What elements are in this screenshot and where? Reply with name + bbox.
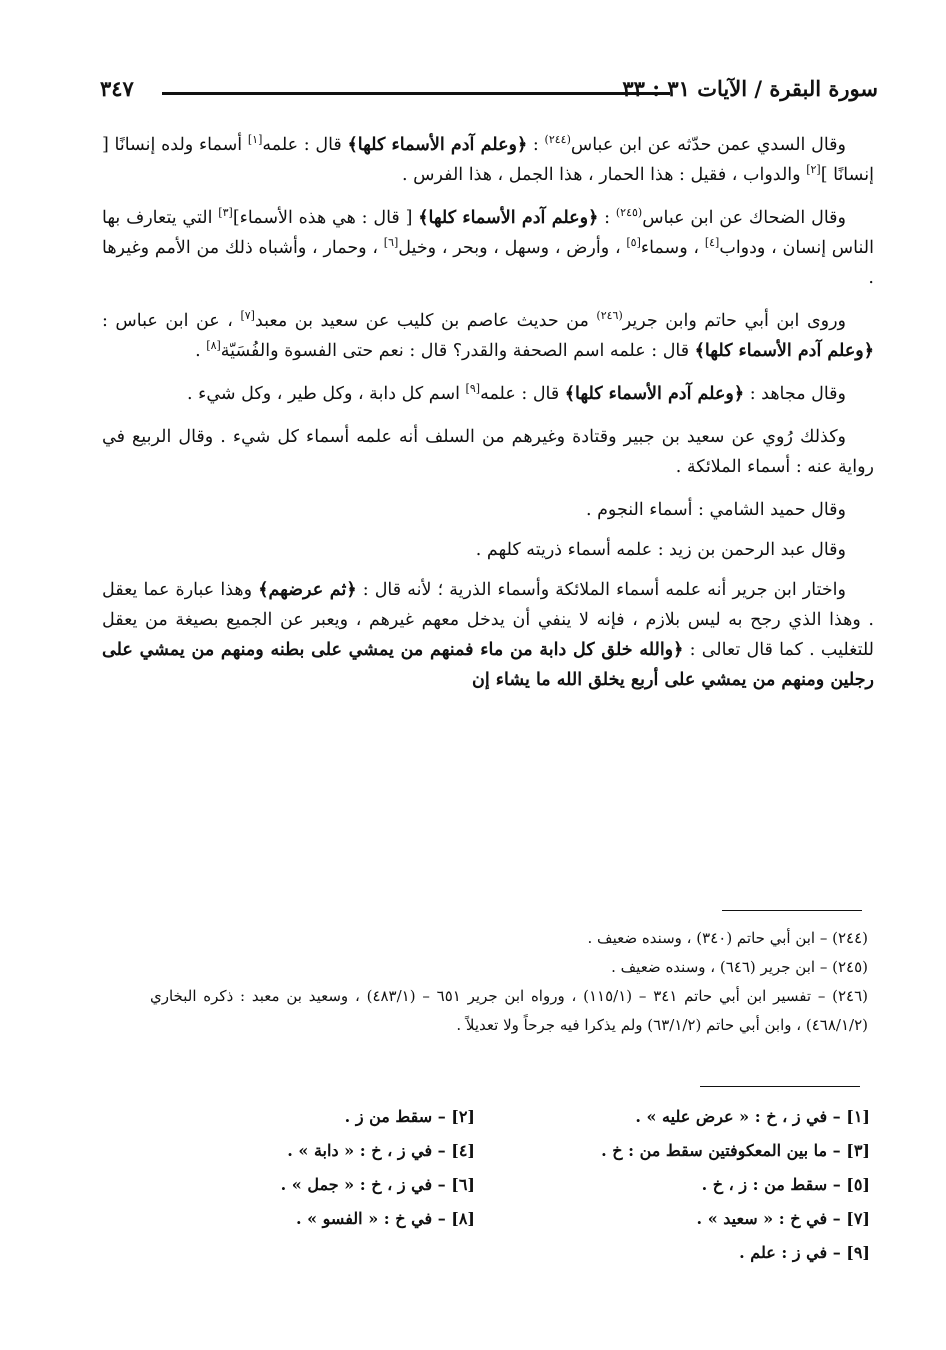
text-run: قال : علمه (262, 135, 348, 155)
text-run: التي يتعارف بها الناس إنسان ، ودواب (102, 208, 874, 258)
variant-ref: [٦] (383, 236, 399, 250)
variant-ref: [٢] (806, 163, 821, 177)
footnote-separator (722, 910, 862, 911)
paragraph-ibn-abi-hatim (102, 306, 874, 366)
text-run: ، عن ابن عباس : (102, 311, 241, 331)
header-rule (162, 92, 670, 95)
variant-note: [٢] – سقط من ز . (344, 1107, 475, 1126)
text-run: . (195, 341, 207, 361)
variant-ref: [٨] (206, 339, 221, 353)
paragraph-ibn-zayd: وقال عبد الرحمن بن زيد : علمه أسماء ذريته كلهم . (475, 540, 846, 560)
main-text (102, 130, 874, 708)
paragraph-ibn-jarir (102, 575, 874, 695)
text-run: وهذا عبارة عما يعقل . وهذا الذي رجح به ليس بلازم ، فإنه لا ينفي أن يدخل معهم غيرهم ، ويعبر عن الجميع بصيغة من يعقل للتغليب . كما قال تعالى : (102, 580, 874, 660)
footnote-245: (٢٤٥) – ابن جرير (٦٤٦) ، وسنده ضعيف . (611, 958, 868, 976)
footnote-ref: (٢٤٥) (615, 206, 643, 220)
text-run: واختار ابن جرير أنه علمه أسماء الملائكة وأسماء الذرية ؛ لأنه قال : (356, 580, 846, 600)
paragraph-humaid: وقال حميد الشامي : أسماء النجوم . (585, 500, 846, 520)
quran-quote: ﴿والله خلق كل دابة من ماء فمنهم من يمشي على بطنه ومنهم من يمشي على رجلين ومنهم من يمشي على أربع يخلق الله ما يشاء إن (102, 640, 874, 690)
text-run: وقال مجاهد : (744, 384, 846, 404)
variant-ref: [٩] (465, 382, 481, 396)
variant-note: [١] – في ز ، خ : « عرض عليه » . (635, 1107, 870, 1126)
variant-ref: [٧] (240, 309, 255, 323)
paragraph-salaf: وكذلك رُوي عن سعيد بن جبير وقتادة وغيرهم من السلف أنه علمه أسماء كل شيء . وقال الربيع في رواية عنه : أسماء الملائكة . (102, 427, 874, 477)
footnote-ref: (٢٤٦) (596, 309, 623, 323)
variant-note: [٤] – في ز ، خ : « دابة » . (287, 1141, 475, 1160)
quran-quote: ﴿وعلم آدم الأسماء كلها﴾ (694, 341, 874, 361)
text-run: ، وحمار ، وأشباه ذلك من الأمم وغيرها . (102, 238, 874, 288)
text-run: ، وأرض ، وسهل ، وبحر ، وخيل (398, 238, 627, 258)
text-run: ، وسماء (640, 238, 705, 258)
quran-quote: ﴿وعلم آدم الأسماء كلها﴾ (564, 384, 745, 404)
text-run: قال : علمه (480, 384, 565, 404)
text-run: من حديث عاصم بن كليب عن سعيد بن معبد (254, 311, 597, 331)
variant-note: [٥] – سقط من : ز ، خ . (701, 1175, 870, 1194)
text-run: وروى ابن أبي حاتم وابن جرير (622, 311, 846, 331)
footnote-246: (٢٤٦) – تفسير ابن أبي حاتم ٣٤١ – (١١٥/١) ، ورواه ابن جرير ٦٥١ – (٤٨٣/١) ، وسعيد بن معبد : ذكره البخاري (٤٦٨/١/٢) ، وابن أبي حاتم (٦٣/١/٢) ولم يذكرا فيه جرحاً ولا تعديلاً . (150, 987, 869, 1034)
page-number: ٣٤٧ (100, 76, 134, 101)
variant-note: [٨] – في خ : « الفسو » . (295, 1209, 475, 1228)
text-run: : (598, 208, 616, 228)
quran-quote: ﴿وعلم آدم الأسماء كلها﴾ (418, 208, 599, 228)
text-run: والدواب ، فقيل : هذا الحمار ، هذا الجمل ، هذا الفرس . (401, 165, 807, 185)
variant-note: [٣] – ما بين المعكوفتين سقط من : خ . (601, 1141, 870, 1160)
text-run: : (527, 135, 545, 155)
text-run: وقال السدي عمن حدّثه عن ابن عباس (570, 135, 846, 155)
variants-separator (700, 1086, 860, 1087)
text-run: أسماء ولده إنسانًا [ إنسانًا ] (102, 135, 874, 185)
quran-quote: ﴿ثم عرضهم﴾ (258, 580, 357, 600)
variant-ref: [٣] (218, 206, 233, 220)
footnotes (150, 924, 868, 1040)
variant-ref: [٥] (626, 236, 641, 250)
text-run: اسم كل دابة ، وكل طير ، وكل شيء . (186, 384, 466, 404)
paragraph-mujahid (102, 379, 874, 409)
text-run: وقال الضحاك عن ابن عباس (642, 208, 846, 228)
surah-title: سورة البقرة / الآيات ٣١ : ٣٣ (622, 76, 878, 101)
variant-ref: [٤] (704, 236, 720, 250)
variants-column-right (540, 1100, 870, 1270)
variants-column-left (245, 1100, 475, 1236)
footnote-ref: (٢٤٤) (544, 133, 571, 147)
variant-ref: [١] (247, 133, 263, 147)
variant-note: [٦] – في ز ، خ : « جمل » . (280, 1175, 475, 1194)
paragraph-suddi (102, 130, 874, 190)
text-run: [ قال : هي هذه الأسماء] (232, 208, 419, 228)
text-run: قال : علمه اسم الصحفة والقدر؟ قال : نعم حتى الفسوة والفُسَيّة (220, 341, 695, 361)
variant-note: [٧] – في خ : « سعيد » . (696, 1209, 870, 1228)
quran-quote: ﴿وعلم آدم الأسماء كلها﴾ (347, 135, 528, 155)
paragraph-dahhak (102, 203, 874, 293)
footnote-244: (٢٤٤) – ابن أبي حاتم (٣٤٠) ، وسنده ضعيف . (587, 929, 868, 947)
variant-note: [٩] – في ز : علم . (739, 1243, 870, 1262)
running-header (100, 72, 878, 112)
